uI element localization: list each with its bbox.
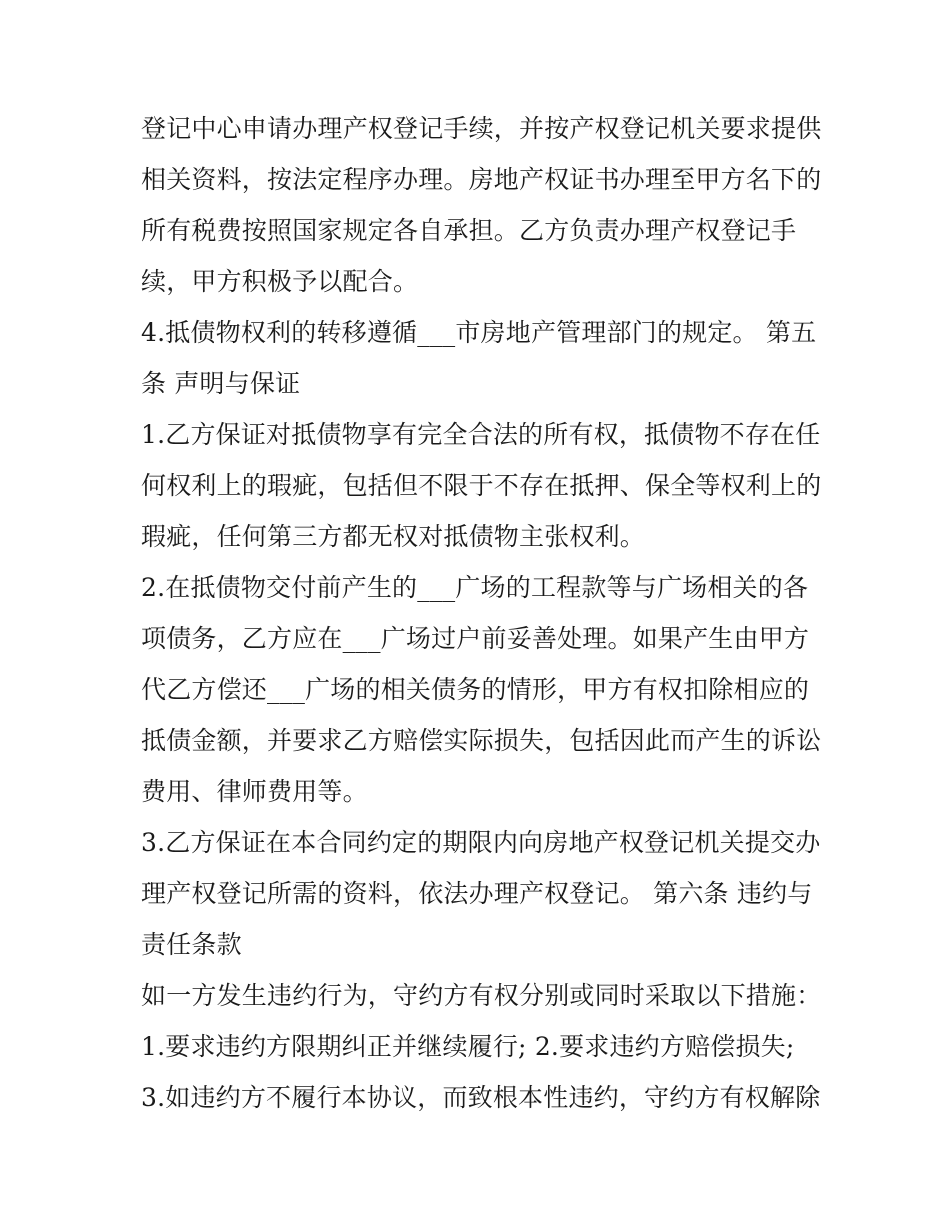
text-line: 续，甲方积极予以配合。 (141, 267, 419, 296)
text-line: 相关资料，按法定程序办理。房地产权证书办理至甲方名下的 (141, 165, 822, 194)
section-heading-line: 责任条款 (141, 930, 242, 959)
text-line: 4.抵债物权利的转移遵循___市房地产管理部门的规定。 第五 (141, 318, 817, 347)
text-line: 1.乙方保证对抵债物享有完全合法的所有权，抵债物不存在任 (141, 420, 821, 449)
text-line: 2.在抵债物交付前产生的___广场的工程款等与广场相关的各 (141, 573, 809, 602)
document-page (141, 103, 821, 1123)
text-line: 3.如违约方不履行本协议，而致根本性违约，守约方有权解除 (141, 1083, 821, 1112)
text-line: 登记中心申请办理产权登记手续，并按产权登记机关要求提供 (141, 114, 822, 143)
text-line: 理产权登记所需的资料，依法办理产权登记。 第六条 违约与 (141, 879, 813, 908)
text-line: 所有税费按照国家规定各自承担。乙方负责办理产权登记手 (141, 216, 797, 245)
text-line: 代乙方偿还___广场的相关债务的情形，甲方有权扣除相应的 (141, 675, 810, 704)
text-line: 瑕疵，任何第三方都无权对抵债物主张权利。 (141, 522, 646, 551)
text-line: 抵债金额，并要求乙方赔偿实际损失，包括因此而产生的诉讼 (141, 726, 822, 755)
text-line: 何权利上的瑕疵，包括但不限于不存在抵押、保全等权利上的 (141, 471, 822, 500)
text-line: 项债务，乙方应在___广场过户前妥善处理。如果产生由甲方 (141, 624, 810, 653)
section-heading-line: 条 声明与保证 (141, 369, 301, 398)
text-line: 3.乙方保证在本合同约定的期限内向房地产权登记机关提交办 (141, 828, 821, 857)
text-line: 如一方发生违约行为，守约方有权分别或同时采取以下措施： (141, 981, 822, 1010)
text-line: 1.要求违约方限期纠正并继续履行; 2.要求违约方赔偿损失; (141, 1032, 795, 1061)
text-line: 费用、律师费用等。 (141, 777, 368, 806)
